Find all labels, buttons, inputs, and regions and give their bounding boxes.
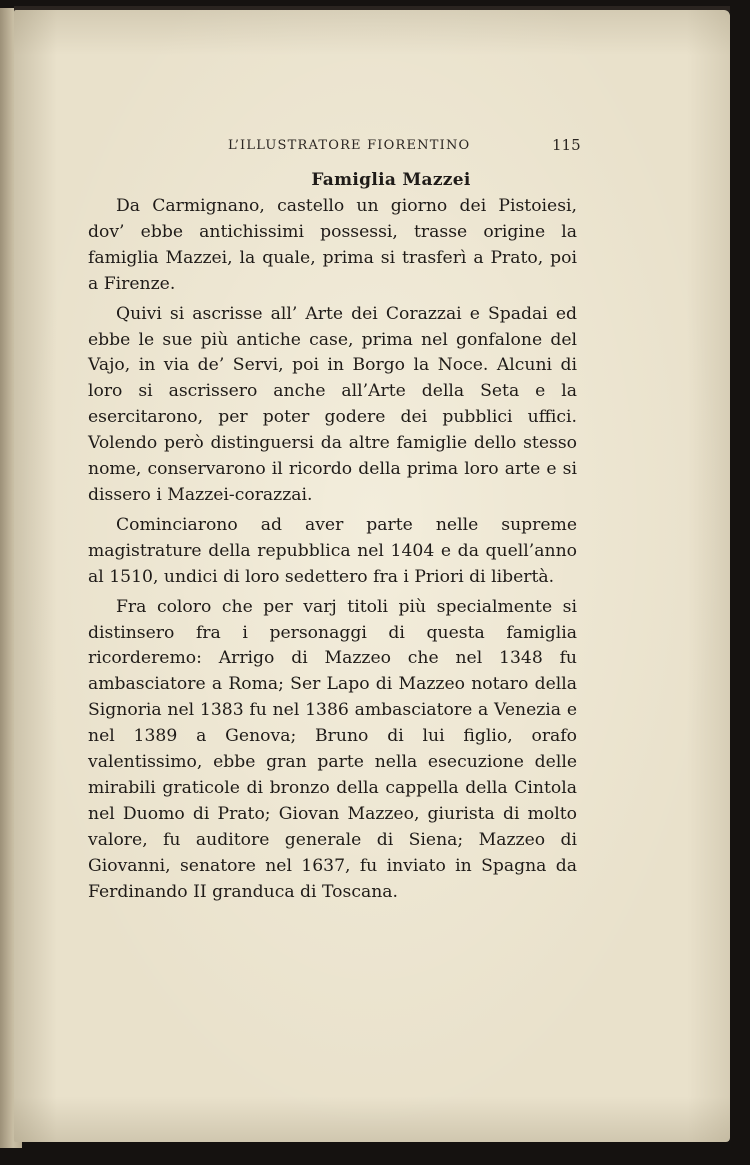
page-header (14, 132, 730, 162)
paragraph-guilds: Quivi si ascrisse all’ Arte dei Corazzai e Spadai ed ebbe le sue più antiche case, prima nel gonfalone del Vajo, in via de’ Servi, poi in Borgo la Noce. Alcuni di loro si ascrissero anche all’Arte della Seta e la esercitarono, per poter godere dei pubblici uffici. Volendo però distinguersi da altre famiglie dello stesso nome, conservarono il ricordo della prima loro arte e si dissero i Mazzei-corazzai. (88, 303, 577, 505)
paragraph-magistrature: Cominciarono ad aver parte nelle supreme magistrature della repubblica nel 1404 e da quell’anno al 1510, undici di loro sedettero fra i Priori di libertà. (88, 514, 577, 587)
page-number: 115 (552, 136, 581, 154)
section-title: Famiglia Mazzei (311, 170, 471, 190)
running-title: L’ILLUSTRATORE FIORENTINO (228, 138, 471, 153)
book-page (14, 10, 730, 1142)
paragraph-origins: Da Carmignano, castello un giorno dei Pistoiesi, dov’ ebbe antichissimi possessi, trasse origine la famiglia Mazzei, la quale, prima si trasferì a Prato, poi a Firenze. (88, 196, 577, 294)
article-body (88, 194, 577, 905)
paragraph-personages: Fra coloro che per varj titoli più specialmente si distinsero fra i personaggi di questa famiglia ricorderemo: Arrigo di Mazzeo che nel 1348 fu ambasciatore a Roma; Ser Lapo di Mazzeo notaro della Signoria nel 1383 fu nel 1386 ambasciatore a Venezia e nel 1389 a Genova; Bruno di lui figlio, orafo valentissimo, ebbe gran parte nella esecuzione delle mirabili graticole di bronzo della cappella della Cintola nel Duomo di Prato; Giovan Mazzeo, giurista di molto valore, fu auditore generale di Siena; Mazzeo di Giovanni, senatore nel 1637, fu inviato in Spagna da Ferdinando II granduca di Toscana. (88, 596, 577, 902)
